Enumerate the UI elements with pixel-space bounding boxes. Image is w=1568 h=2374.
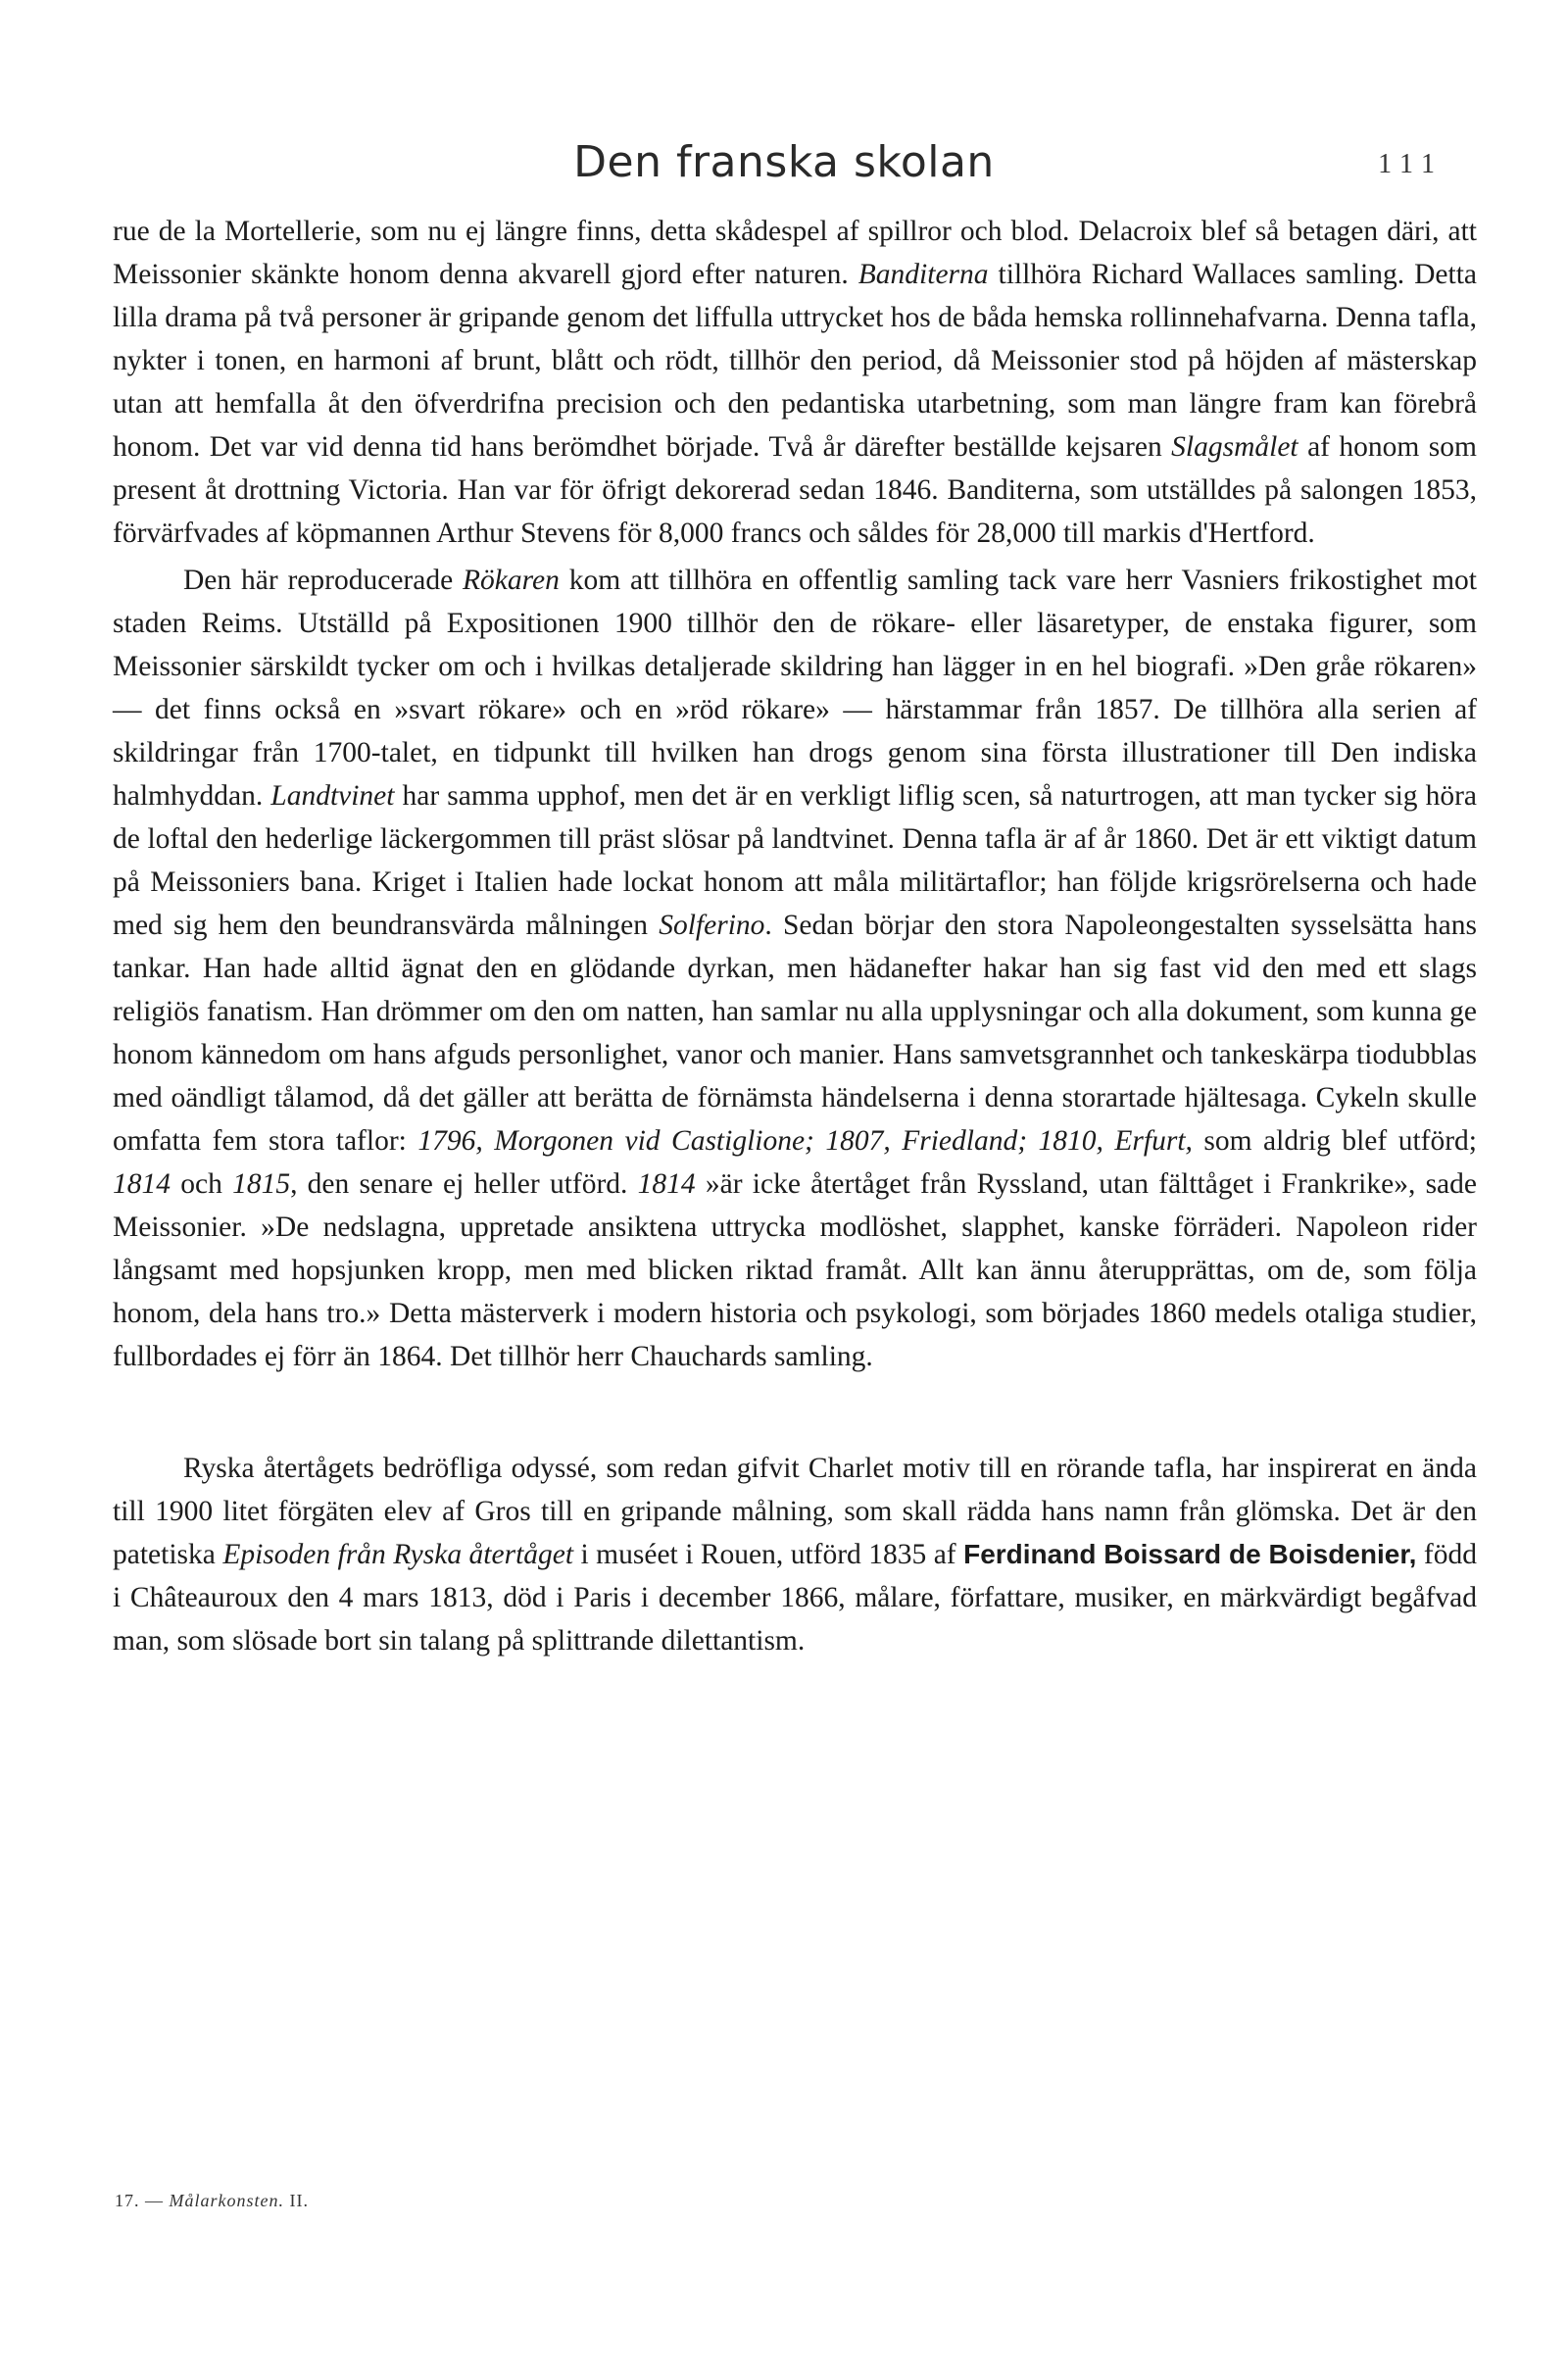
italic-title: Landtvinet (270, 780, 395, 812)
italic-title: Slagsmålet (1171, 431, 1298, 463)
signature-mark (115, 2191, 309, 2211)
text-run: född i Châteauroux den 4 mars 1813, död i Paris i december 1866, målare, författare, musiker, en märkvärdigt begåfvad man, som slösade bort sin talang på splittrande dilettantism. (113, 1539, 1477, 1657)
text-run: som aldrig blef utförd; (1192, 1125, 1477, 1157)
text-run: i muséet i Rouen, utförd 1835 af (573, 1539, 964, 1570)
signature-number: 17. — (115, 2191, 164, 2210)
italic-title: Rökaren (463, 565, 560, 596)
italic-title: 1815 (232, 1168, 291, 1200)
italic-title: Episoden från Ryska återtåget (222, 1539, 574, 1570)
text-run: Den här reproducerade (183, 565, 464, 596)
italic-title: Solferino (659, 910, 765, 941)
italic-title: 1796, Morgonen vid Castiglione; 1807, Friedland; 1810, Erfurt, (417, 1125, 1193, 1157)
paragraph-2 (113, 559, 1477, 1378)
body-text (113, 210, 1477, 1662)
paragraph-3 (113, 1447, 1477, 1662)
text-run: kom att tillhöra en offentlig samling tack vare herr Vasniers frikostighet mot staden Reims. Utställd på Expositionen 1900 tillhör den de rökare- eller läsaretyper, de enstaka figurer, som Meissonier särskildt tycker om och i hvilkas detaljerade skildring han lägger in en hel biografi. »Den gråe rökaren» — det finns också en »svart rökare» och en »röd rökare» — härstammar från 1857. De tillhöra alla serien af skildringar från 1700-talet, en tidpunkt till hvilken han drogs genom sina första illustrationer till Den indiska halmhyddan. (113, 565, 1477, 812)
artist-name: Ferdinand Boissard de Boisdenier, (963, 1539, 1417, 1569)
text-run: rue de la Mortellerie, som nu ej längre finns, detta skådespel af spillror och blod. Delacroix blef så betagen däri, att Meissonier skänkte honom denna akvarell gjord efter naturen. (113, 216, 1477, 290)
paragraph-1 (113, 210, 1477, 555)
italic-title: Banditerna (858, 259, 989, 290)
text-run: . Sedan börjar den stora Napoleongestalten sysselsätta hans tankar. Han hade alltid ägnat den en glödande dyrkan, men hädanefter hakar han sig fast vid den med ett slags religiös fanatism. Han drömmer om den om natten, han samlar nu alla upplysningar och alla dokument, som kunna ge honom kännedom om hans afguds personlighet, vanor och manier. Hans samvetsgrannhet och tankeskärpa tiodubblas med oändligt tålamod, då det gäller att berätta de förnämsta händelserna i denna storartade hjältesaga. Cykeln skulle omfatta fem stora taflor: (113, 910, 1477, 1157)
italic-title: 1814 (113, 1168, 171, 1200)
running-title: Den franska skolan (573, 137, 995, 187)
text-run: tillhöra Richard Wallaces samling. Detta lilla drama på två personer är gripande genom det liffulla uttrycket hos de båda hemska rollinnehafvarna. Denna tafla, nykter i tonen, en harmoni af brunt, blått och rödt, tillhör den period, då Meissonier stod på höjden af mästerskap utan att hemfalla åt den öfverdrifna precision och den pedantiska utarbetning, som man längre fram kan förebrå honom. Det var vid denna tid hans berömdhet började. Två år därefter beställde kejsaren (113, 259, 1478, 463)
signature-title: Målarkonsten. (169, 2191, 284, 2210)
text-run: , den senare ej heller utförd. (290, 1168, 638, 1200)
signature-volume: II. (289, 2191, 309, 2210)
text-run: har samma upphof, men det är en verkligt liflig scen, så naturtrogen, att man tycker sig höra de loftal den hederlige läckergommen till präst slösar på landtvinet. Denna tafla är af år 1860. Det är ett viktigt datum på Meissoniers bana. Kriget i Italien hade lockat honom att måla militärtaflor; han följde krigsrörelserna och hade med sig hem den beundransvärda målningen (113, 780, 1477, 941)
text-run: och (171, 1168, 233, 1200)
text-run: »är icke återtåget från Ryssland, utan fälttåget i Frankrike», sade Meissonier. »De nedslagna, uppretade ansiktena uttrycka modlöshet, slapphet, kanske förräderi. Napoleon rider långsamt med hopsjunken kropp, men med blicken riktad framåt. Allt kan ännu återupprättas, om de, som följa honom, dela hans tro.» Detta mästerverk i modern historia och psykologi, som börjades 1860 medels otaliga studier, fullbordades ej förr än 1864. Det tillhör herr Chauchards samling. (113, 1168, 1477, 1372)
italic-title: 1814 (637, 1168, 696, 1200)
text-run: af honom som present åt drottning Victoria. Han var för öfrigt dekorerad sedan 1846. Banditerna, som utställdes på salongen 1853, förvärfvades af köpmannen Arthur Stevens för 8,000 francs och såldes för 28,000 till markis d'Hertford. (113, 431, 1477, 549)
page-number: 111 (1378, 149, 1444, 179)
text-run: Ryska återtågets bedröfliga odyssé, som redan gifvit Charlet motiv till en rörande tafla, har inspirerat en ända till 1900 litet förgäten elev af Gros till en gripande målning, som skall rädda hans namn från glömska. Det är den patetiska (113, 1453, 1477, 1570)
